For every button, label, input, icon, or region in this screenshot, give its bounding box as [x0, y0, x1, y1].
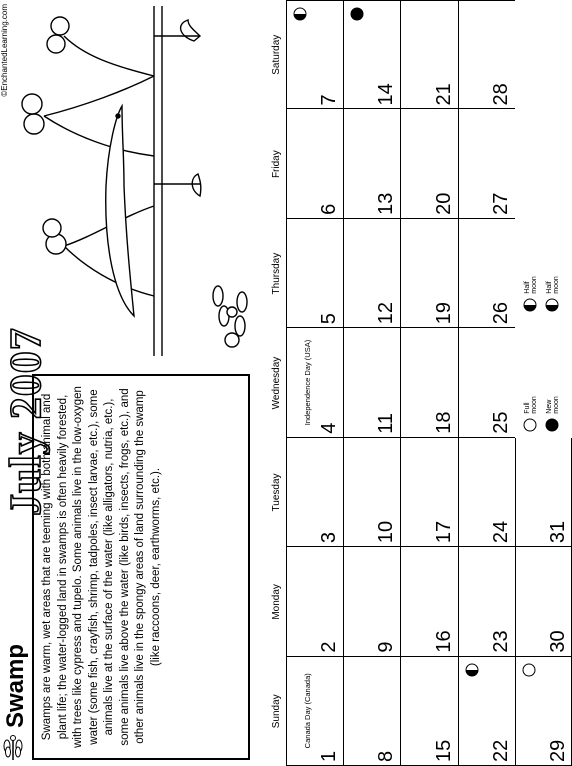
day-number: 5	[318, 313, 341, 325]
day-number: 20	[432, 192, 455, 215]
weekday-header: Tuesday	[271, 473, 282, 512]
calendar-day	[343, 547, 400, 656]
day-number: 17	[432, 520, 455, 544]
full-moon-icon	[523, 418, 539, 432]
weekday-header: Sunday	[271, 694, 282, 729]
credit-text: ©EnchantedLearning.com	[0, 4, 9, 97]
legend-label: Half moon	[523, 276, 538, 294]
day-number: 12	[375, 302, 398, 325]
calendar-day	[286, 219, 343, 328]
day-number: 19	[432, 302, 455, 325]
day-number: 11	[375, 412, 398, 434]
legend-item	[545, 276, 561, 312]
calendar-day	[458, 657, 515, 766]
calendar-day	[515, 547, 572, 656]
year-label: 2007	[1, 327, 50, 420]
calendar-day	[343, 438, 400, 547]
calendar-day	[286, 0, 343, 109]
calendar-day	[458, 547, 515, 656]
day-number: 3	[318, 532, 341, 544]
calendar-day	[458, 0, 515, 109]
day-number: 13	[375, 192, 398, 215]
day-number: 21	[432, 83, 455, 106]
topic-label: Swamp	[2, 643, 29, 728]
half-moon-icon	[523, 298, 539, 312]
swamp-description: Swamps are warm, wet areas that are teeming with both animal and plant life; the water-logged land in swamps is often heavily forested, with trees like cypress and tupelo. Some animals live in the low-oxygen water (some fish, crayfish, shrimp, tadpoles, insect larvae, etc.), some animals live at the surface of the water (like alligators, nutria, etc.), some animals live above the water (like birds, insects, frogs, etc.), and other animals live in the spongy areas of land surrounding the swamp (like raccoons, deer, earthworms, etc.).	[32, 374, 250, 760]
calendar-day	[515, 438, 572, 547]
calendar-day	[458, 438, 515, 547]
weekday-header: Wednesday	[271, 356, 282, 410]
half-moon-icon	[545, 298, 561, 312]
day-number: 27	[489, 192, 512, 215]
day-number: 7	[318, 94, 341, 106]
weekday-header: Saturday	[271, 34, 282, 75]
dragonfly-icon	[2, 734, 31, 762]
day-number: 14	[375, 83, 398, 106]
weekday-header: Thursday	[271, 252, 282, 295]
new-moon-icon	[545, 418, 561, 432]
holiday-label: Canada Day (Canada)	[303, 673, 312, 749]
calendar-day	[400, 657, 457, 766]
day-number: 24	[489, 520, 512, 544]
calendar-day	[458, 219, 515, 328]
day-number: 25	[489, 411, 512, 434]
day-number: 1	[318, 750, 341, 762]
calendar-grid	[252, 0, 572, 766]
legend-label: Full moon	[523, 396, 538, 414]
calendar-day	[343, 0, 400, 109]
new-moon-icon	[350, 7, 369, 21]
half-moon-icon	[465, 663, 484, 677]
day-number: 15	[432, 739, 455, 762]
legend-item	[523, 276, 539, 312]
day-number: 6	[318, 203, 341, 215]
calendar-day	[400, 0, 457, 109]
day-number: 2	[318, 641, 341, 653]
calendar-day	[515, 657, 572, 766]
weekday-header: Friday	[271, 150, 282, 179]
calendar-day	[343, 657, 400, 766]
calendar-day	[400, 219, 457, 328]
full-moon-icon	[522, 663, 541, 677]
calendar-day	[343, 328, 400, 437]
day-number: 29	[546, 739, 569, 762]
calendar-day	[343, 219, 400, 328]
weekday-header: Monday	[271, 584, 282, 620]
day-number: 28	[489, 83, 512, 106]
legend-label: New moon	[545, 396, 560, 414]
day-number: 4	[318, 422, 341, 434]
day-number: 9	[375, 641, 398, 653]
calendar-day	[286, 109, 343, 218]
day-number: 26	[489, 302, 512, 325]
day-number: 22	[489, 739, 512, 762]
day-number: 10	[375, 520, 398, 544]
holiday-label: Independence Day (USA)	[303, 339, 312, 426]
calendar-day	[286, 547, 343, 656]
month-label: July	[1, 431, 50, 516]
legend-item	[523, 396, 539, 432]
calendar-day	[400, 328, 457, 437]
calendar-day	[286, 438, 343, 547]
topic-title	[2, 644, 31, 762]
day-number: 8	[375, 750, 398, 762]
calendar-day	[458, 328, 515, 437]
calendar-day	[400, 547, 457, 656]
calendar-day	[343, 109, 400, 218]
legend-item	[545, 396, 561, 432]
day-number: 16	[432, 630, 455, 653]
swamp-illustration	[4, 6, 250, 356]
day-number: 31	[546, 520, 569, 544]
calendar-day	[400, 438, 457, 547]
calendar-day	[286, 657, 343, 766]
half-moon-icon	[293, 7, 312, 21]
calendar-day	[286, 328, 343, 437]
day-number: 18	[432, 411, 455, 434]
calendar-day	[458, 109, 515, 218]
day-number: 30	[546, 630, 569, 653]
legend-label: Half moon	[545, 276, 560, 294]
calendar-day	[400, 109, 457, 218]
day-number: 23	[489, 630, 512, 653]
